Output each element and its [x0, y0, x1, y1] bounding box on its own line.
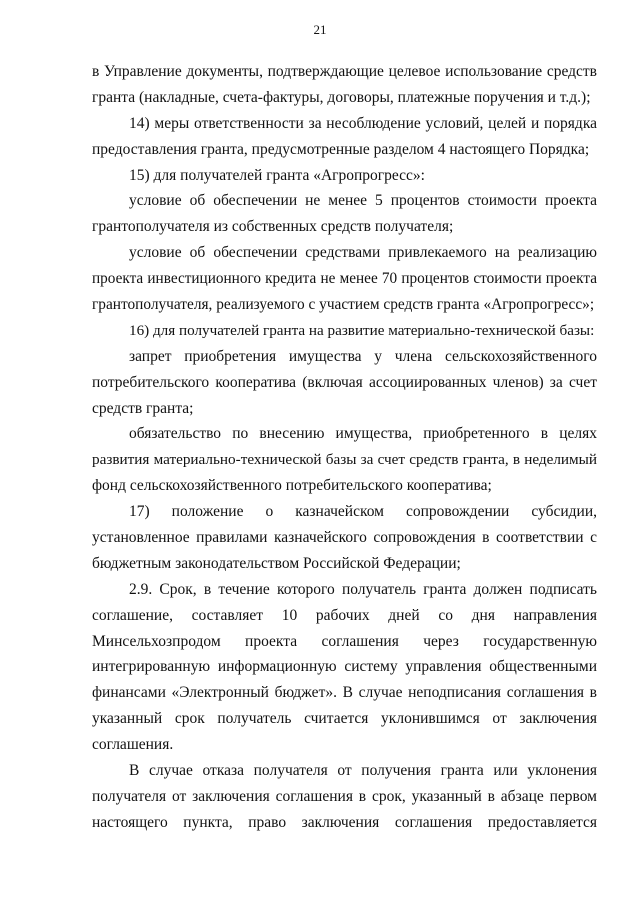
text-line: 14) меры ответственности за несоблюдение условий, целей и порядка: [129, 114, 597, 132]
text-line: предоставления гранта, предусмотренные разделом 4 настоящего Порядка;: [92, 140, 590, 158]
text-line: 16) для получателей гранта на развитие материально-технической базы:: [129, 321, 595, 339]
text-line: установленное правилами казначейского сопровождения в соответствии с: [92, 529, 597, 547]
text-line: бюджетным законодательством Российской Федерации;: [92, 554, 461, 572]
body-text: [92, 59, 597, 836]
text-line: гранта (накладные, счета-фактуры, договоры, платежные поручения и т.д.);: [92, 88, 591, 106]
text-line: В случае отказа получателя от получения гранта или уклонения: [129, 762, 597, 780]
page-number: 21: [313, 22, 327, 37]
text-line: финансами «Электронный бюджет». В случае неподписания соглашения в: [92, 684, 597, 702]
text-line: 15) для получателей гранта «Агропрогресс»:: [129, 166, 425, 184]
text-line: проекта инвестиционного кредита не менее 70 процентов стоимости проекта: [92, 270, 597, 288]
text-line: получателя от заключения соглашения в срок, указанный в абзаце первом: [92, 787, 597, 805]
text-line: настоящего пункта, право заключения соглашения предоставляется: [92, 813, 597, 831]
text-line: условие об обеспечении не менее 5 процентов стоимости проекта: [129, 192, 597, 210]
text-line: потребительского кооператива (включая ассоциированных членов) за счет: [92, 373, 597, 391]
text-line: грантополучателя, реализуемого с участием средств гранта «Агропрогресс»;: [92, 296, 595, 314]
text-line: обязательство по внесению имущества, приобретенного в целях: [129, 425, 597, 443]
text-line: запрет приобретения имущества у члена сельскохозяйственного: [129, 347, 597, 365]
text-line: интегрированную информационную систему управления общественными: [92, 658, 597, 676]
text-line: в Управление документы, подтверждающие целевое использование средств: [92, 63, 597, 80]
text-line: 17) положение о казначейском сопровождении субсидии,: [129, 503, 597, 521]
text-line: условие об обеспечении средствами привлекаемого на реализацию: [129, 244, 597, 262]
text-line: средств гранта;: [92, 399, 194, 417]
text-line: грантополучателя из собственных средств получателя;: [92, 218, 454, 236]
text-line: Минсельхозпродом проекта соглашения через государственную: [92, 632, 597, 650]
text-line: фонд сельскохозяйственного потребительского кооператива;: [92, 477, 492, 495]
text-line: указанный срок получатель считается уклонившимся от заключения: [92, 710, 597, 728]
text-line: соглашение, составляет 10 рабочих дней со дня направления: [92, 606, 597, 624]
text-line: соглашения.: [92, 736, 174, 754]
text-line: 2.9. Срок, в течение которого получатель гранта должен подписать: [129, 580, 597, 598]
text-line: развития материально-технической базы за счет средств гранта, в неделимый: [92, 451, 597, 469]
